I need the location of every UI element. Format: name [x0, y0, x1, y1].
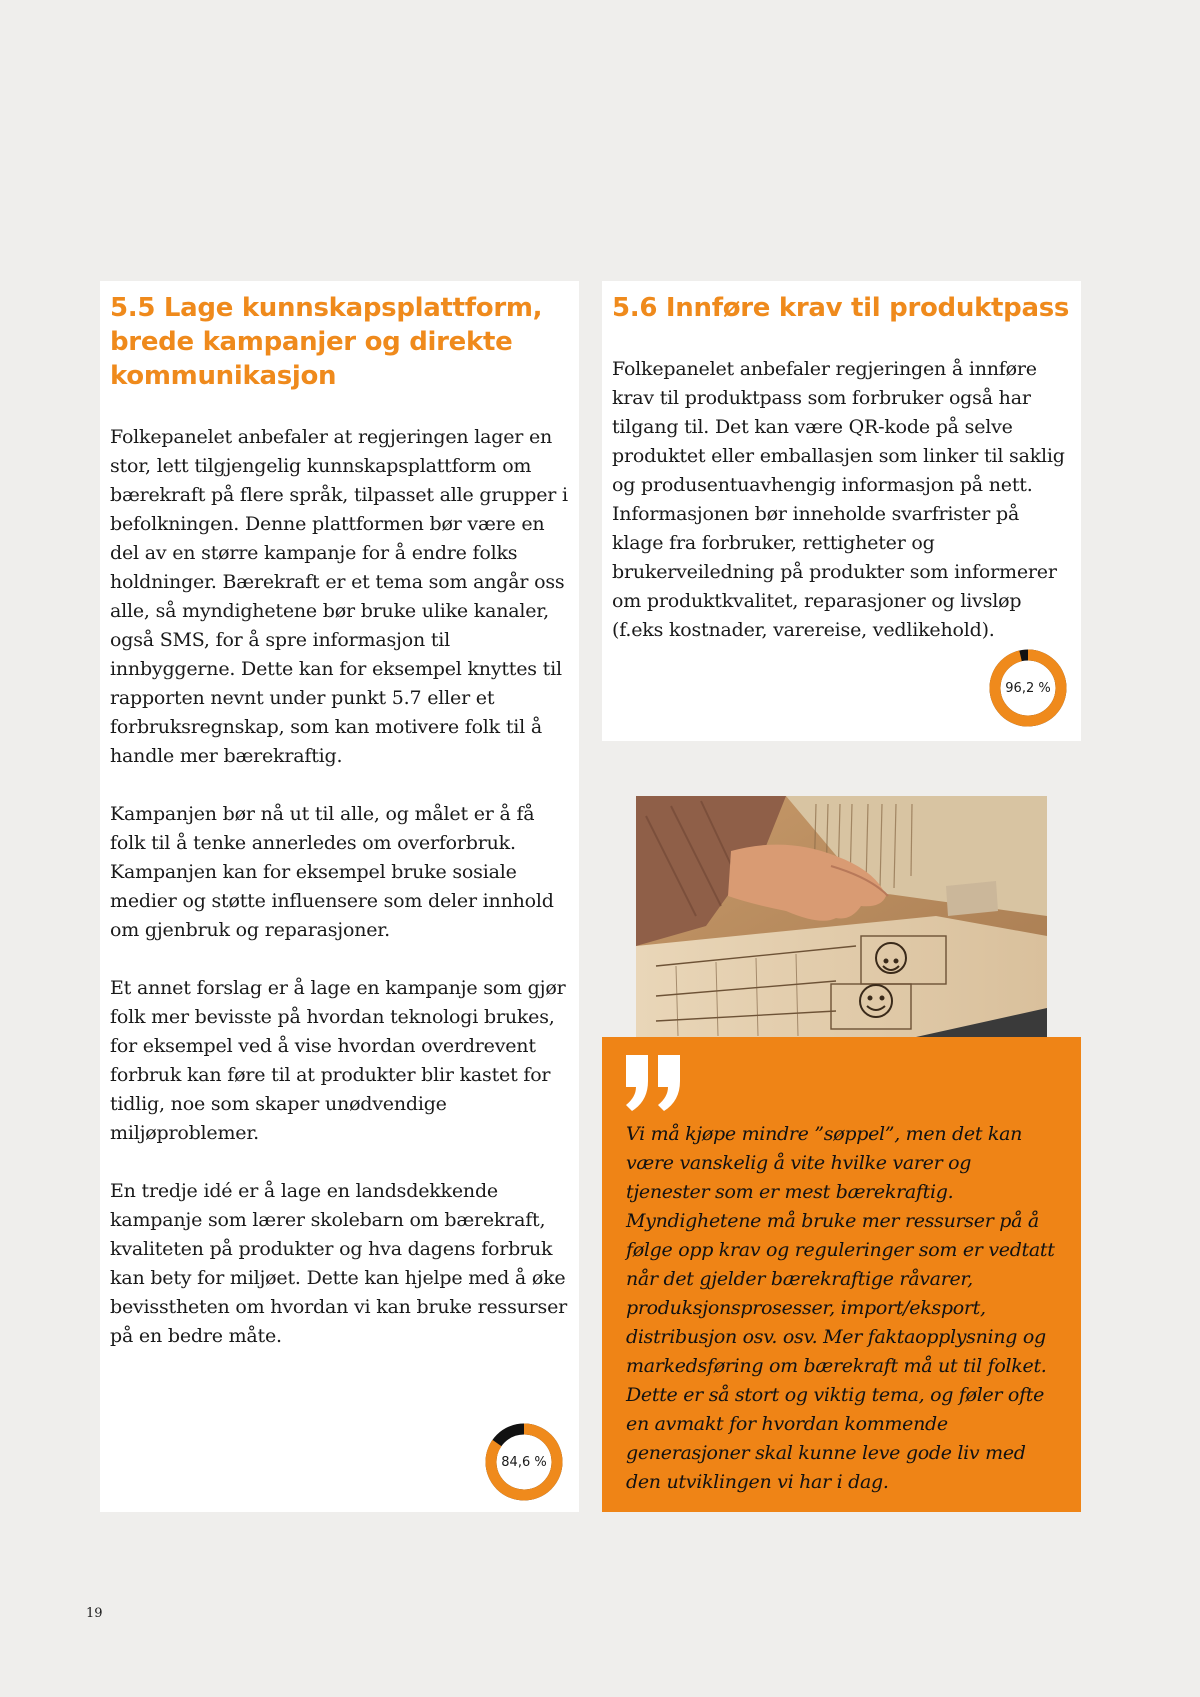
quote-text: Vi må kjøpe mindre ”søppel”, men det kan være vanskelig å vite hvilke varer og tjenester som er mest bærekraftig. Myndighetene må bruke mer ressurser på å følge opp krav og reguleringer som er vedtatt når det gjelder bærekraftige råvarer, produksjonsprosesser, import/eksport, distribusjon osv. osv. Mer faktaopplysning og markedsføring om bærekraft må ut til folket. Dette er så stort og viktig tema, og føler ofte en avmakt for hvordan kommende generasjoner skal kunne leve gode liv med den utviklingen vi har i dag.	[626, 1123, 1055, 1493]
support-donut-5-6	[988, 648, 1068, 728]
section-5-5-paragraph: Folkepanelet anbefaler at regjeringen lager en stor, lett tilgjengelig kunnskapsplattform om bærekraft på flere språk, tilpasset alle grupper i befolkningen. Denne plattformen bør være en del av en større kampanje for å endre folks holdninger. Bærekraft er et tema som angår oss alle, så myndighetene bør bruke ulike kanaler, også SMS, for å spre informasjon til innbyggerne. Dette kan for eksempel knyttes til rapporten nevnt under punkt 5.7 eller et forbruksregnskap, som kan motivere folk til å handle mer bærekraftig.	[110, 426, 568, 767]
donut-percentage-label: 84,6 %	[501, 1454, 547, 1470]
support-donut-5-5	[484, 1422, 564, 1502]
quote-mark-icon	[624, 1055, 684, 1111]
photo-hand-on-voting-sheet	[636, 796, 1047, 1037]
section-5-5-paragraph: En tredje idé er å lage en landsdekkende kampanje som lærer skolebarn om bærekraft, kvaliteten på produkter og hva dagens forbruk kan bety for miljøet. Dette kan hjelpe med å øke bevisstheten om hvordan vi kan bruke ressurser på en bedre måte.	[110, 1180, 568, 1347]
section-5-5-card	[100, 281, 579, 1512]
section-5-6-paragraph: Folkepanelet anbefaler regjeringen å innføre krav til produktpass som forbruker også har tilgang til. Det kan være QR-kode på selve produktet eller emballasjen som linker til saklig og produsentuavhengig informasjon på nett. Informasjonen bør inneholde svarfrister på klage fra forbruker, rettigheter og brukerveiledning på produkter som informerer om produktkvalitet, reparasjoner og livsløp (f.eks kostnader, varereise, vedlikehold).	[612, 358, 1065, 641]
donut-percentage-label: 96,2 %	[1005, 680, 1051, 696]
photo-illustration	[636, 796, 1047, 1037]
section-5-5-heading: 5.5 Lage kunnskapsplattform, brede kampanjer og direkte kommunikasjon	[110, 293, 543, 391]
section-5-6-heading: 5.6 Innføre krav til produktpass	[612, 293, 1070, 323]
section-5-5-paragraph: Kampanjen bør nå ut til alle, og målet er å få folk til å tenke annerledes om overforbruk. Kampanjen kan for eksempel bruke sosiale medier og støtte influensere som deler innhold om gjenbruk og reparasjoner.	[110, 803, 554, 941]
page-number: 19	[86, 1606, 103, 1621]
quote-box	[602, 1037, 1081, 1512]
section-5-5-paragraph: Et annet forslag er å lage en kampanje som gjør folk mer bevisste på hvordan teknologi brukes, for eksempel ved å vise hvordan overdrevent forbruk kan føre til at produkter blir kastet for tidlig, noe som skaper unødvendige miljøproblemer.	[110, 977, 566, 1144]
